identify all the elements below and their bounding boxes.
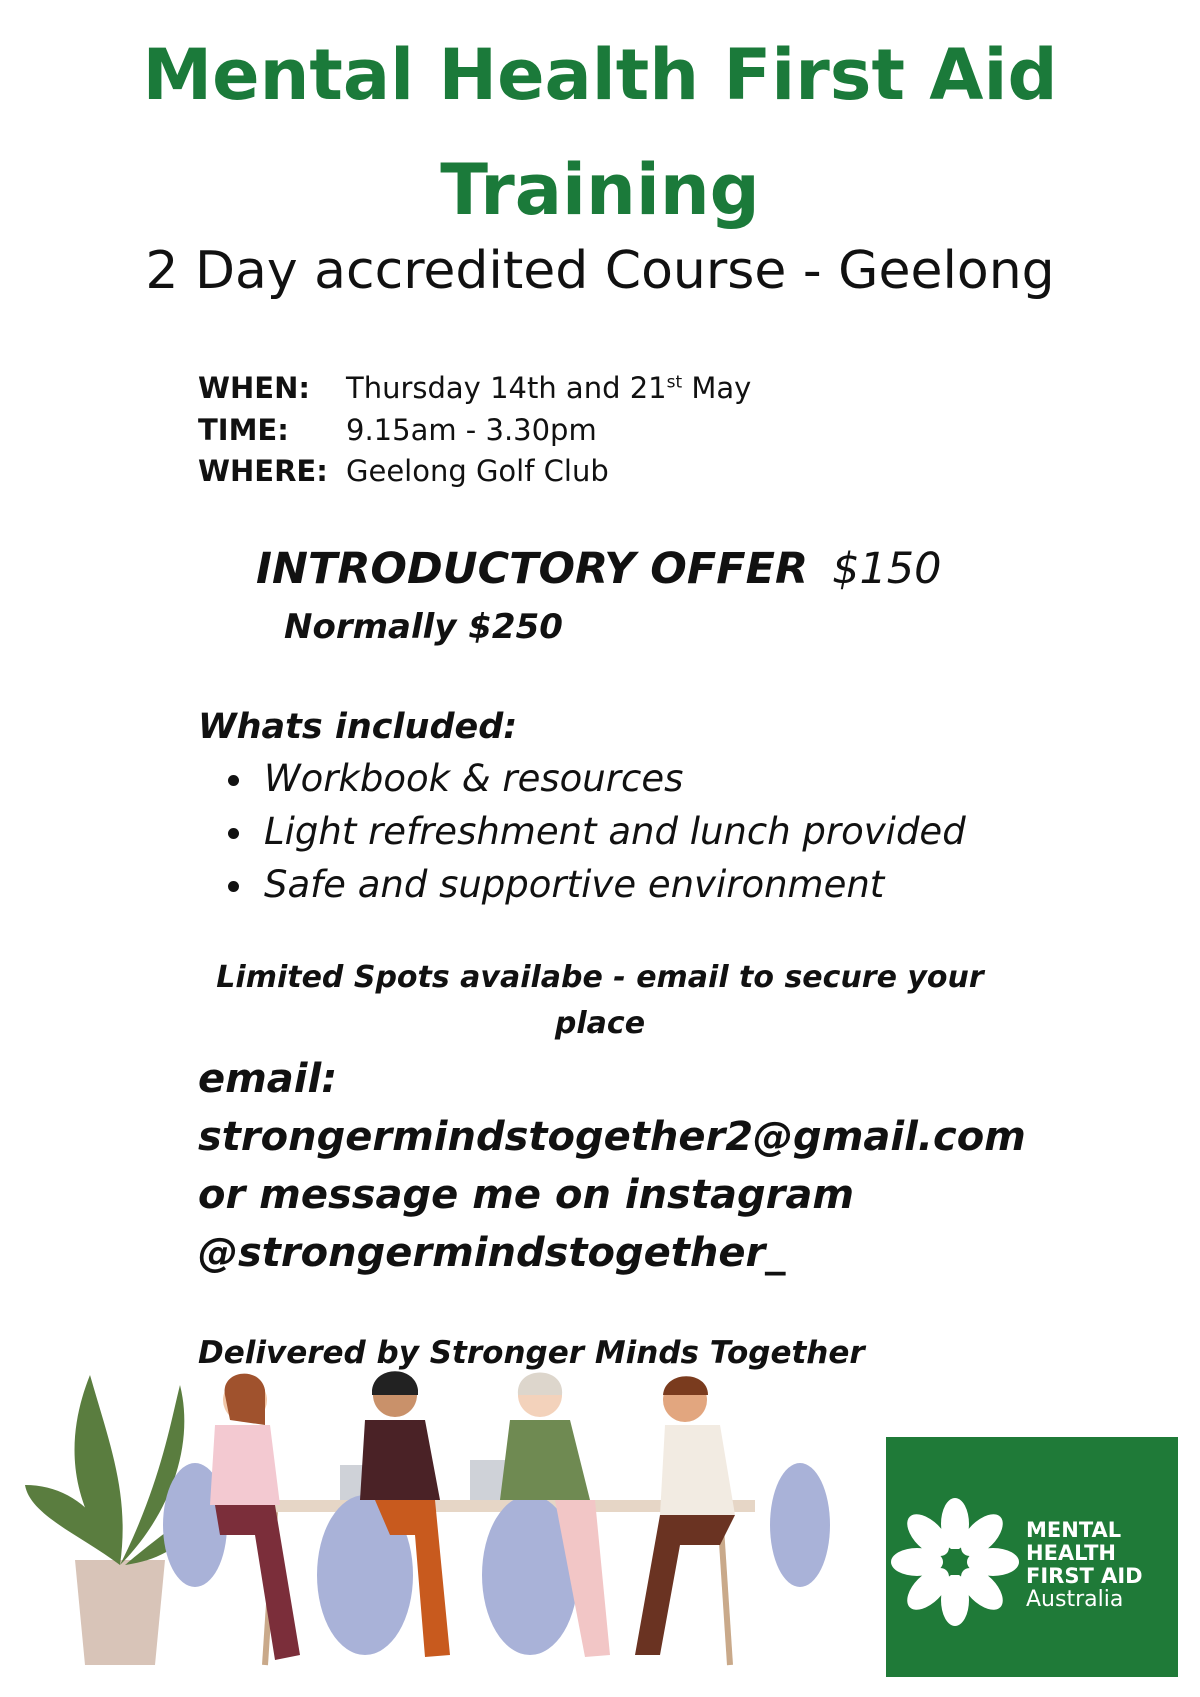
title-line-1: Mental Health First Aid bbox=[142, 34, 1058, 116]
where-label: WHERE: bbox=[198, 454, 328, 488]
time-row bbox=[198, 413, 597, 447]
time-value: 9.15am - 3.30pm bbox=[346, 413, 597, 447]
introductory-offer bbox=[256, 544, 942, 594]
plant-pot bbox=[75, 1560, 165, 1665]
normal-price: Normally $250 bbox=[284, 607, 563, 647]
included-item: Workbook & resources bbox=[222, 760, 966, 813]
included-heading: Whats included: bbox=[198, 707, 518, 747]
instagram-handle[interactable]: @strongermindstogether_ bbox=[198, 1230, 786, 1276]
limited-spots: Limited Spots availabe - email to secure your place bbox=[216, 960, 984, 1041]
person-1 bbox=[210, 1374, 300, 1660]
delivered-by: Delivered by Stronger Minds Together bbox=[198, 1335, 865, 1371]
where-row bbox=[198, 454, 609, 488]
instagram-line: or message me on instagram bbox=[198, 1172, 854, 1218]
time-label: TIME: bbox=[198, 413, 289, 447]
included-list bbox=[222, 757, 966, 919]
logo-text: MENTAL HEALTH FIRST AID Australia bbox=[1026, 1518, 1143, 1612]
included-item: Light refreshment and lunch provided bbox=[222, 813, 966, 866]
when-label: WHEN: bbox=[198, 371, 310, 405]
when-row bbox=[198, 371, 752, 405]
where-value: Geelong Golf Club bbox=[346, 454, 609, 488]
contact-block bbox=[198, 1050, 1026, 1282]
person-4 bbox=[635, 1376, 735, 1655]
included-item: Safe and supportive environment bbox=[222, 866, 966, 919]
flower-icon bbox=[890, 1497, 1020, 1627]
offer-label: INTRODUCTORY OFFER bbox=[256, 544, 809, 594]
email-address[interactable]: strongermindstogether2@gmail.com bbox=[198, 1114, 1026, 1160]
subtitle: 2 Day accredited Course - Geelong bbox=[145, 241, 1055, 301]
meeting-illustration bbox=[20, 1365, 840, 1685]
email-label: email: bbox=[198, 1056, 338, 1102]
offer-price: $150 bbox=[832, 544, 942, 594]
when-value: Thursday 14th and 21st May bbox=[346, 371, 752, 405]
mhfa-logo bbox=[886, 1437, 1178, 1677]
title-line-2: Training bbox=[440, 149, 760, 231]
